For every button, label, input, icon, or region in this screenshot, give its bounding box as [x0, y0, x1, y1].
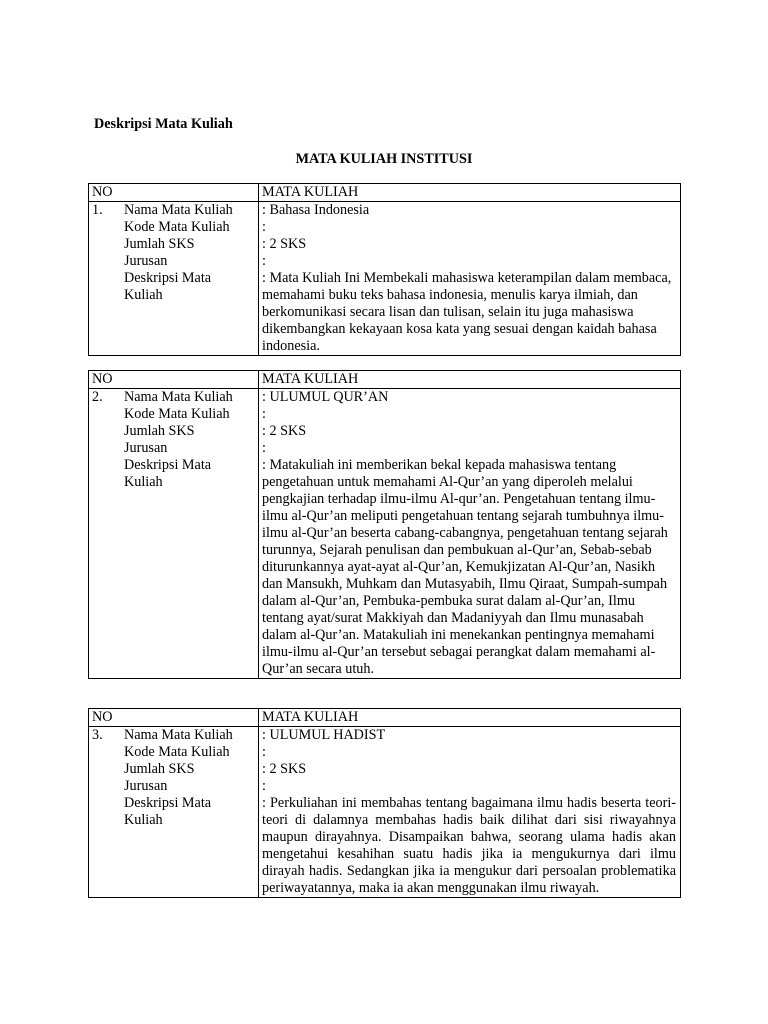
label-kode: Kode Mata Kuliah — [124, 744, 230, 760]
value-sks: : 2 SKS — [262, 423, 307, 439]
value-nama: : ULUMUL QUR’AN — [262, 389, 389, 405]
course-number: 1. — [89, 202, 122, 356]
label-deskripsi: Deskripsi Mata — [124, 457, 212, 473]
value-kode: : — [262, 219, 266, 235]
label-kuliah: Kuliah — [124, 287, 163, 303]
document-title: Deskripsi Mata Kuliah — [94, 116, 233, 132]
course-table-2 — [88, 370, 681, 679]
value-nama: : Bahasa Indonesia — [262, 202, 370, 218]
label-jurusan: Jurusan — [124, 778, 168, 794]
header-mata-kuliah: MATA KULIAH — [259, 184, 681, 202]
label-kode: Kode Mata Kuliah — [124, 219, 230, 235]
value-kode: : — [262, 406, 266, 422]
header-blank — [121, 709, 259, 727]
label-nama: Nama Mata Kuliah — [124, 727, 233, 743]
course-table-1 — [88, 183, 681, 356]
label-kuliah: Kuliah — [124, 812, 163, 828]
header-no: NO — [89, 371, 122, 389]
value-kode: : — [262, 744, 266, 760]
label-kode: Kode Mata Kuliah — [124, 406, 230, 422]
field-labels — [121, 202, 259, 356]
value-deskripsi: : Mata Kuliah Ini Membekali mahasiswa keterampilan dalam membaca, memahami buku teks bahasa indonesia, menulis karya ilmiah, dan berkomunikasi secara lisan dan tulisan, selain itu juga mahasiswa dikembangkan kekayaan kosa kata yang sesuai dengan kaidah bahasa indonesia. — [262, 270, 672, 354]
field-values — [259, 389, 681, 679]
course-number: 3. — [89, 727, 122, 898]
course-row — [89, 389, 681, 679]
table-header-row — [89, 184, 681, 202]
value-nama: : ULUMUL HADIST — [262, 727, 386, 743]
header-no: NO — [89, 184, 122, 202]
field-labels — [121, 389, 259, 679]
value-jurusan: : — [262, 778, 266, 794]
course-row — [89, 727, 681, 898]
value-deskripsi: : Matakuliah ini memberikan bekal kepada mahasiswa tentang pengetahuan untuk memahami Al-Qur’an yang diperoleh melalui pengkajian terhadap ilmu-ilmu Al-qur’an. Pengetahuan tentang ilmu-ilmu al-Qur’an meliputi pengetahuan tentang sejarah tumbuhnya ilmu-ilmu al-Qur’an beserta cabang-cabangnya, pengetahuan tentang sejarah turunnya, Sejarah penulisan dan pembukuan al-Qur’an, Sebab-sebab diturunkannya ayat-ayat al-Qur’an, Kemukjizatan Al-Qur’an, Nasikh dan Mansukh, Muhkam dan Mutasyabih, Ilmu Qiraat, Sumpah-sumpah dalam al-Qur’an, Pembuka-pembuka surat dalam al-Qur’an, Ilmu tentang ayat/surat Makkiyah dan Madaniyyah dan Ilmu munasabah dalam al-Qur’an. Matakuliah ini menekankan pentingnya memahami ilmu-ilmu al-Qur’an tersebut sebagai perangkat dalam memahami al-Qur’an secara utuh. — [262, 457, 668, 677]
value-deskripsi: : Perkuliahan ini membahas tentang bagaimana ilmu hadis beserta teori-teori di dalamnya membahas hadis baik dilihat dari sisi riwayahnya maupun dirayahnya. Disampaikan bahwa, seorang ulama hadis akan mengetahui kesahihan suatu hadis jika ia mengukurnya dari ilmu dirayah hadis. Sedangkan jika ia mengukur dari persoalan problematika periwayatannya, maka ia akan menggunakan ilmu riwayah. — [262, 795, 676, 896]
course-table-3 — [88, 708, 681, 898]
label-deskripsi: Deskripsi Mata — [124, 795, 212, 811]
header-mata-kuliah: MATA KULIAH — [259, 371, 681, 389]
course-number: 2. — [89, 389, 122, 679]
label-nama: Nama Mata Kuliah — [124, 202, 233, 218]
section-title: MATA KULIAH INSTITUSI — [295, 151, 473, 167]
header-no: NO — [89, 709, 122, 727]
label-jurusan: Jurusan — [124, 253, 168, 269]
table-header-row — [89, 709, 681, 727]
value-sks: : 2 SKS — [262, 236, 307, 252]
course-row — [89, 202, 681, 356]
value-jurusan: : — [262, 440, 266, 456]
header-mata-kuliah: MATA KULIAH — [259, 709, 681, 727]
value-jurusan: : — [262, 253, 266, 269]
field-values — [259, 202, 681, 356]
label-sks: Jumlah SKS — [124, 761, 195, 777]
label-sks: Jumlah SKS — [124, 236, 195, 252]
label-deskripsi: Deskripsi Mata — [124, 270, 212, 286]
label-sks: Jumlah SKS — [124, 423, 195, 439]
header-blank — [121, 371, 259, 389]
label-nama: Nama Mata Kuliah — [124, 389, 233, 405]
table-header-row — [89, 371, 681, 389]
value-sks: : 2 SKS — [262, 761, 307, 777]
label-jurusan: Jurusan — [124, 440, 168, 456]
field-labels — [121, 727, 259, 898]
field-values — [259, 727, 681, 898]
label-kuliah: Kuliah — [124, 474, 163, 490]
header-blank — [121, 184, 259, 202]
